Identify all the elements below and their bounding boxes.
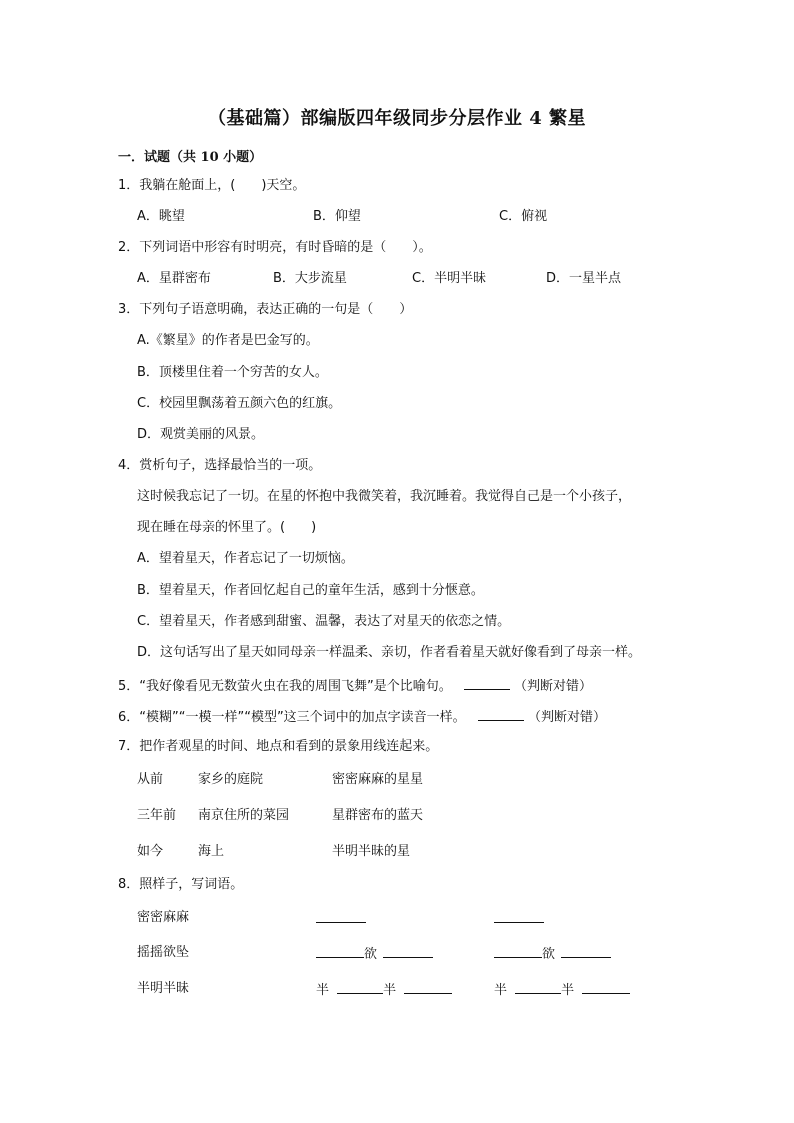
question-2-option-c[interactable]: C．半明半昧 [412, 271, 487, 286]
q8-row-2-blank-3[interactable] [494, 944, 542, 958]
question-7-stem: 7．把作者观星的时间、地点和看到的景象用线连起来。 [118, 739, 439, 754]
q8-example-1: 密密麻麻 [137, 910, 190, 925]
page-title: （基础篇）部编版四年级同步分层作业 4 繁星 [207, 108, 587, 129]
question-6-note: （判断对错） [527, 710, 606, 725]
q8-row-3-answer-2 [494, 980, 630, 1000]
q8-row-3-blank-1[interactable] [337, 980, 383, 994]
q8-row-2-char-2: 欲 [542, 947, 556, 962]
q7-time-1[interactable]: 从前 [137, 772, 164, 787]
section-heading: 一．试题（共 10 小题） [118, 150, 263, 165]
q8-example-2: 摇摇欲坠 [137, 945, 190, 960]
question-6-answer-blank[interactable] [478, 707, 524, 721]
q8-row-3-char-4: 半 [561, 983, 575, 998]
q8-row-2-blank-2[interactable] [383, 944, 433, 958]
question-2-option-d[interactable]: D．一星半点 [546, 271, 622, 286]
question-4-passage-line-2: 现在睡在母亲的怀里了。( ) [137, 520, 317, 535]
q8-row-3-char-2: 半 [383, 983, 397, 998]
q8-row-2-blank-4[interactable] [561, 944, 611, 958]
q8-row-3-char-3: 半 [494, 983, 508, 998]
q8-row-2-blank-1[interactable] [316, 944, 364, 958]
q8-row-2-answer-1 [316, 944, 433, 964]
q8-row-3-blank-4[interactable] [582, 980, 630, 994]
q8-row-3-char-1: 半 [316, 983, 330, 998]
question-3-option-d[interactable]: D．观赏美丽的风景。 [137, 427, 265, 442]
question-4-option-a[interactable]: A．望着星天，作者忘记了一切烦恼。 [137, 551, 354, 566]
question-2-stem: 2．下列词语中形容有时明亮，有时昏暗的是（ ）。 [118, 240, 432, 255]
question-4-passage-line-1: 这时候我忘记了一切。在星的怀抱中我微笑着，我沉睡着。我觉得自己是一个小孩子， [137, 489, 632, 504]
question-4-option-c[interactable]: C．望着星天，作者感到甜蜜、温馨，表达了对星天的依恋之情。 [137, 614, 511, 629]
question-6-row [118, 707, 606, 727]
q8-row-3-answer-1 [316, 980, 452, 1000]
question-3-option-b[interactable]: B．顶楼里住着一个穷苦的女人。 [137, 365, 328, 380]
question-5-note: （判断对错） [514, 679, 593, 694]
q7-place-3[interactable]: 海上 [198, 844, 225, 859]
question-1-option-a[interactable]: A．眺望 [137, 209, 185, 224]
question-5-stem: 5．“我好像看见无数萤火虫在我的周围飞舞”是个比喻句。 [118, 679, 452, 694]
q8-row-1-answer-2[interactable] [494, 909, 544, 929]
question-5-row [118, 676, 592, 696]
q7-scene-2[interactable]: 星群密布的蓝天 [332, 808, 424, 823]
q8-row-1-blank-1[interactable] [316, 909, 366, 923]
q8-row-3-blank-3[interactable] [515, 980, 561, 994]
question-5-answer-blank[interactable] [464, 676, 510, 690]
question-3-option-c[interactable]: C．校园里飘荡着五颜六色的红旗。 [137, 396, 342, 411]
question-2-option-a[interactable]: A．星群密布 [137, 271, 211, 286]
q7-scene-1[interactable]: 密密麻麻的星星 [332, 772, 424, 787]
question-8-stem: 8．照样子，写词语。 [118, 877, 244, 892]
q7-time-3[interactable]: 如今 [137, 844, 164, 859]
question-4-option-d[interactable]: D．这句话写出了星天如同母亲一样温柔、亲切，作者看着星天就好像看到了母亲一样。 [137, 645, 642, 660]
q7-time-2[interactable]: 三年前 [137, 808, 177, 823]
question-2-option-b[interactable]: B．大步流星 [273, 271, 347, 286]
question-1-stem: 1．我躺在舱面上，( )天空。 [118, 178, 306, 193]
q7-place-1[interactable]: 家乡的庭院 [198, 772, 264, 787]
q8-example-3: 半明半昧 [137, 981, 190, 996]
q8-row-1-blank-2[interactable] [494, 909, 544, 923]
q7-place-2[interactable]: 南京住所的菜园 [198, 808, 290, 823]
q8-row-2-char-1: 欲 [364, 947, 378, 962]
question-3-option-a[interactable]: A.《繁星》的作者是巴金写的。 [137, 333, 319, 348]
q8-row-3-blank-2[interactable] [404, 980, 452, 994]
q8-row-1-answer-1[interactable] [316, 909, 366, 929]
q7-scene-3[interactable]: 半明半昧的星 [332, 844, 411, 859]
question-1-option-b[interactable]: B．仰望 [313, 209, 361, 224]
question-1-option-c[interactable]: C．俯视 [499, 209, 548, 224]
question-4-option-b[interactable]: B．望着星天，作者回忆起自己的童年生活，感到十分惬意。 [137, 583, 484, 598]
question-6-stem: 6．“模糊”“一模一样”“模型”这三个词中的加点字读音一样。 [118, 710, 466, 725]
q8-row-2-answer-2 [494, 944, 611, 964]
question-3-stem: 3．下列句子语意明确，表达正确的一句是（ ） [118, 302, 413, 317]
question-4-stem: 4．赏析句子，选择最恰当的一项。 [118, 458, 322, 473]
